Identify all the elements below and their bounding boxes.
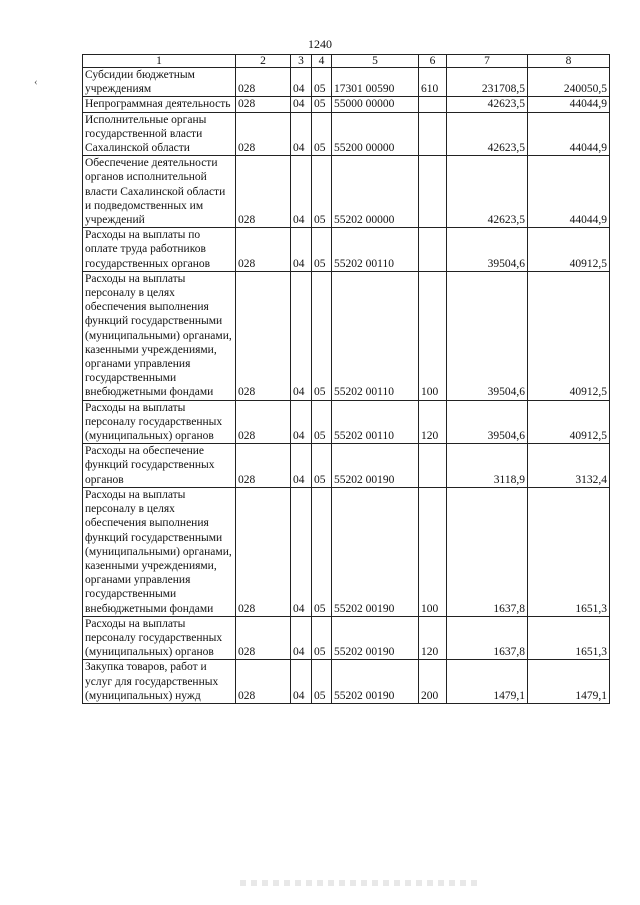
row-amount-year1: 39504,6 xyxy=(447,271,528,400)
row-amount-year1: 231708,5 xyxy=(447,68,528,97)
row-section: 04 xyxy=(291,487,312,616)
row-target-article: 17301 00590 xyxy=(332,68,419,97)
row-amount-year2: 40912,5 xyxy=(528,228,610,272)
row-amount-year2: 240050,5 xyxy=(528,68,610,97)
row-subsection: 05 xyxy=(312,660,332,704)
row-admin-code: 028 xyxy=(236,400,291,444)
row-name: Расходы на выплаты персоналу в целях обеспечения выполнения функций государственными (муниципальными) органами, казенными учреждениями, органами управления государственными внебюджетными фондами xyxy=(83,271,236,400)
row-subsection: 05 xyxy=(312,228,332,272)
header-cell: 5 xyxy=(332,55,419,68)
row-target-article: 55200 00000 xyxy=(332,112,419,156)
row-expense-type: 100 xyxy=(419,271,447,400)
row-target-article: 55202 00190 xyxy=(332,487,419,616)
row-amount-year1: 1479,1 xyxy=(447,660,528,704)
row-name: Исполнительные органы государственной власти Сахалинской области xyxy=(83,112,236,156)
header-cell: 4 xyxy=(312,55,332,68)
row-target-article: 55202 00000 xyxy=(332,156,419,228)
page-number: 1240 xyxy=(308,37,332,51)
row-admin-code: 028 xyxy=(236,68,291,97)
row-expense-type: 100 xyxy=(419,487,447,616)
row-target-article: 55000 00000 xyxy=(332,97,419,112)
table-row xyxy=(83,97,610,112)
row-admin-code: 028 xyxy=(236,112,291,156)
margin-mark: ‹ xyxy=(34,76,38,88)
row-section: 04 xyxy=(291,68,312,97)
header-cell: 3 xyxy=(291,55,312,68)
row-amount-year1: 1637,8 xyxy=(447,616,528,660)
row-section: 04 xyxy=(291,660,312,704)
table-row xyxy=(83,68,610,97)
table-row xyxy=(83,271,610,400)
row-section: 04 xyxy=(291,400,312,444)
row-expense-type xyxy=(419,97,447,112)
row-subsection: 05 xyxy=(312,271,332,400)
row-admin-code: 028 xyxy=(236,444,291,488)
row-amount-year2: 3132,4 xyxy=(528,444,610,488)
row-expense-type xyxy=(419,156,447,228)
header-cell: 6 xyxy=(419,55,447,68)
table-row xyxy=(83,660,610,704)
row-name: Расходы на выплаты по оплате труда работников государственных органов xyxy=(83,228,236,272)
row-expense-type: 200 xyxy=(419,660,447,704)
table-row xyxy=(83,400,610,444)
row-admin-code: 028 xyxy=(236,487,291,616)
row-section: 04 xyxy=(291,271,312,400)
row-amount-year1: 39504,6 xyxy=(447,400,528,444)
row-expense-type: 120 xyxy=(419,616,447,660)
faint-footer-text xyxy=(240,880,480,886)
row-subsection: 05 xyxy=(312,97,332,112)
row-amount-year1: 39504,6 xyxy=(447,228,528,272)
row-name: Обеспечение деятельности органов исполнительной власти Сахалинской области и подведомственных им учреждений xyxy=(83,156,236,228)
row-amount-year2: 40912,5 xyxy=(528,271,610,400)
table-header-row xyxy=(83,55,610,68)
row-subsection: 05 xyxy=(312,68,332,97)
row-amount-year2: 1651,3 xyxy=(528,616,610,660)
row-amount-year1: 42623,5 xyxy=(447,112,528,156)
row-subsection: 05 xyxy=(312,616,332,660)
table-row xyxy=(83,228,610,272)
row-expense-type: 120 xyxy=(419,400,447,444)
row-target-article: 55202 00190 xyxy=(332,444,419,488)
table-row xyxy=(83,487,610,616)
row-subsection: 05 xyxy=(312,156,332,228)
row-admin-code: 028 xyxy=(236,156,291,228)
header-cell: 8 xyxy=(528,55,610,68)
budget-table xyxy=(82,54,610,704)
row-section: 04 xyxy=(291,97,312,112)
row-expense-type xyxy=(419,444,447,488)
row-name: Расходы на выплаты персоналу в целях обеспечения выполнения функций государственными (муниципальными) органами, казенными учреждениями, органами управления государственными внебюджетными фондами xyxy=(83,487,236,616)
row-subsection: 05 xyxy=(312,487,332,616)
table-row xyxy=(83,156,610,228)
row-admin-code: 028 xyxy=(236,660,291,704)
row-amount-year1: 42623,5 xyxy=(447,97,528,112)
row-name: Расходы на выплаты персоналу государственных (муниципальных) органов xyxy=(83,400,236,444)
row-name: Расходы на обеспечение функций государственных органов xyxy=(83,444,236,488)
table-row xyxy=(83,444,610,488)
row-section: 04 xyxy=(291,228,312,272)
row-name: Расходы на выплаты персоналу государственных (муниципальных) органов xyxy=(83,616,236,660)
row-section: 04 xyxy=(291,444,312,488)
row-subsection: 05 xyxy=(312,400,332,444)
row-target-article: 55202 00110 xyxy=(332,271,419,400)
row-name: Закупка товаров, работ и услуг для государственных (муниципальных) нужд xyxy=(83,660,236,704)
row-name: Непрограммная деятельность xyxy=(83,97,236,112)
table-row xyxy=(83,616,610,660)
row-expense-type xyxy=(419,112,447,156)
row-admin-code: 028 xyxy=(236,97,291,112)
row-amount-year1: 1637,8 xyxy=(447,487,528,616)
row-subsection: 05 xyxy=(312,444,332,488)
header-cell: 2 xyxy=(236,55,291,68)
row-target-article: 55202 00110 xyxy=(332,400,419,444)
row-admin-code: 028 xyxy=(236,616,291,660)
row-amount-year2: 44044,9 xyxy=(528,112,610,156)
row-admin-code: 028 xyxy=(236,228,291,272)
row-amount-year1: 42623,5 xyxy=(447,156,528,228)
row-section: 04 xyxy=(291,112,312,156)
header-cell: 1 xyxy=(83,55,236,68)
row-target-article: 55202 00190 xyxy=(332,660,419,704)
row-expense-type xyxy=(419,228,447,272)
row-amount-year2: 40912,5 xyxy=(528,400,610,444)
row-amount-year1: 3118,9 xyxy=(447,444,528,488)
row-target-article: 55202 00190 xyxy=(332,616,419,660)
row-target-article: 55202 00110 xyxy=(332,228,419,272)
table-row xyxy=(83,112,610,156)
row-subsection: 05 xyxy=(312,112,332,156)
row-amount-year2: 1651,3 xyxy=(528,487,610,616)
row-amount-year2: 44044,9 xyxy=(528,97,610,112)
row-section: 04 xyxy=(291,616,312,660)
header-cell: 7 xyxy=(447,55,528,68)
row-section: 04 xyxy=(291,156,312,228)
row-amount-year2: 44044,9 xyxy=(528,156,610,228)
row-amount-year2: 1479,1 xyxy=(528,660,610,704)
row-admin-code: 028 xyxy=(236,271,291,400)
row-expense-type: 610 xyxy=(419,68,447,97)
row-name: Субсидии бюджетным учреждениям xyxy=(83,68,236,97)
